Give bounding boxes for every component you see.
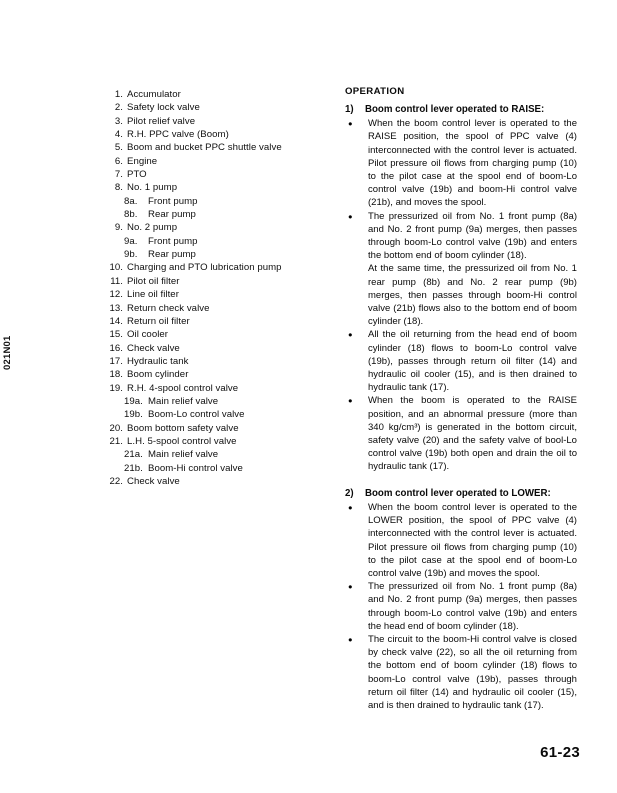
parts-list-item-number: 20.: [109, 422, 123, 434]
operation-section-number: 1): [345, 104, 354, 115]
parts-list-item: [104, 368, 319, 381]
parts-list-item: [104, 382, 319, 395]
parts-list-item-label: R.H. PPC valve (Boom): [127, 129, 229, 141]
parts-list-item-number: 8b.: [124, 209, 138, 221]
parts-list-item-label: Oil cooler: [127, 329, 169, 341]
operation-bullet-body: [368, 117, 577, 209]
operation-bullet: [345, 210, 577, 329]
operation-bullet: [345, 580, 577, 633]
parts-list-item: [104, 208, 319, 221]
bullet-dot-icon: ●: [348, 502, 353, 512]
parts-list-item-number: 8a.: [124, 195, 138, 207]
parts-list-item: [104, 288, 319, 301]
parts-list-item-label: Rear pump: [148, 209, 196, 221]
parts-list-item-number: 18.: [109, 369, 123, 381]
parts-list-item-label: No. 2 pump: [127, 222, 178, 234]
parts-list-item-label: Check valve: [127, 475, 180, 487]
parts-list-item-label: Charging and PTO lubrication pump: [127, 262, 282, 274]
parts-list-item-number: 1.: [114, 89, 123, 100]
bullet-dot-icon: ●: [348, 119, 353, 129]
parts-list-item: [104, 408, 319, 421]
operation-section: [345, 103, 577, 474]
operation-bullet-body: [368, 633, 577, 712]
operation-sections: [345, 103, 577, 712]
parts-list-item-number: 7.: [114, 169, 123, 181]
operation-bullet: [345, 633, 577, 712]
parts-list-item: [104, 328, 319, 341]
parts-list-item-number: 9.: [114, 222, 123, 234]
parts-list-item: [104, 128, 319, 141]
parts-list-item-number: 21a.: [124, 449, 143, 461]
parts-list-item-label: Return oil filter: [127, 315, 190, 327]
parts-list-item-number: 14.: [109, 315, 123, 327]
parts-list-item-label: Boom-Lo control valve: [148, 409, 245, 421]
operation-paragraph: When the boom control lever is operated to the RAISE position, the spool of PPC valve (4) interconnected with the control lever is actuated. Pilot pressure oil flows from charging pump (10) to the pilot case at the spool end of boom-Lo control valve (19b) and boom-Hi control valve (21b), and moves the spool.: [368, 118, 577, 209]
parts-list-item-number: 22.: [109, 475, 123, 487]
parts-list-item-label: Accumulator: [127, 89, 181, 100]
parts-list-item-label: Line oil filter: [127, 289, 179, 301]
operation-paragraph: The pressurized oil from No. 1 front pump (8a) and No. 2 front pump (9a) merges, then passes through boom-Lo control valve (19b) and enters the bottom end of boom cylinder (18).: [368, 210, 577, 262]
operation-bullet: [345, 501, 577, 580]
parts-list-item: [104, 141, 319, 154]
parts-list-item-number: 19a.: [124, 395, 143, 407]
operation-section-number: 2): [345, 487, 354, 499]
parts-list-item-label: Main relief valve: [148, 395, 219, 407]
parts-list-item: [104, 422, 319, 435]
parts-list-item-label: Boom cylinder: [127, 369, 189, 381]
parts-list-item-label: Boom and bucket PPC shuttle valve: [127, 142, 282, 154]
parts-list-item-label: Rear pump: [148, 249, 196, 261]
parts-list-item-number: 2.: [114, 102, 123, 114]
parts-list-item-number: 4.: [114, 129, 123, 141]
parts-list-item-number: 15.: [109, 329, 123, 341]
page-number: 61-23: [540, 744, 580, 761]
operation-bullet: [345, 117, 577, 209]
parts-list-item-label: Pilot relief valve: [127, 115, 196, 127]
bullet-dot-icon: ●: [348, 211, 353, 221]
parts-list-item-label: Front pump: [148, 235, 198, 247]
parts-list-item-label: Check valve: [127, 342, 180, 354]
parts-list-item-number: 12.: [109, 289, 123, 301]
parts-list-item-number: 6.: [114, 155, 123, 167]
parts-legend-list: [104, 88, 319, 488]
parts-list-item: [104, 115, 319, 128]
operation-paragraph: At the same time, the pressurized oil from No. 1 rear pump (8b) and No. 2 rear pump (9b) merges, then passes through boom-Hi control valve (21b) flows also to the bottom end of boom cylinder (18).: [368, 263, 577, 328]
parts-list-item-number: 21b.: [124, 462, 143, 474]
operation-section: [345, 487, 577, 712]
parts-list-item-label: Engine: [127, 155, 158, 167]
operation-section-label: Boom control lever operated to RAISE:: [365, 104, 545, 115]
parts-list-item: [104, 181, 319, 194]
drawing-reference-code: 021N01: [2, 335, 13, 370]
parts-list-item-label: Return check valve: [127, 302, 210, 314]
operation-description-column: [345, 86, 577, 714]
parts-list-item-number: 21.: [109, 435, 123, 447]
bullet-dot-icon: ●: [348, 634, 353, 644]
operation-paragraph: When the boom is operated to the RAISE position, and an abnormal pressure (more than 340 kg/cm³) is generated in the bottom circuit, safety valve (20) and the safety valve of bool-Lo control valve (19b) both open and drain the oil to hydraulic tank (17).: [368, 395, 577, 473]
bullet-dot-icon: ●: [348, 396, 353, 406]
operation-bullet-body: [368, 394, 577, 473]
operation-bullet-body: [368, 580, 577, 633]
operation-paragraph: When the boom control lever is operated to the LOWER position, the spool of PPC valve (4) interconnected with the control lever is actuated. Pilot pressure oil flows from charging pump (10) to the pilot case at the spool end of boom-Lo control valve (19b) and moves the spool.: [368, 501, 577, 579]
parts-list-item: [104, 435, 319, 448]
parts-list-item-number: 9a.: [124, 235, 138, 247]
parts-list-item-number: 11.: [110, 275, 123, 287]
operation-section-title: [345, 487, 577, 500]
parts-list-item: [104, 462, 319, 475]
section-spacer: [345, 476, 577, 487]
bullet-dot-icon: ●: [348, 582, 353, 592]
parts-list-item: [104, 221, 319, 234]
parts-list-item: [104, 315, 319, 328]
operation-bullet-body: [368, 501, 577, 580]
parts-list-item: [104, 448, 319, 461]
parts-list-item: [104, 248, 319, 261]
parts-list-item-number: 19b.: [124, 409, 143, 421]
parts-list-item-number: 5.: [114, 142, 123, 154]
parts-list-item-label: Boom-Hi control valve: [148, 462, 243, 474]
parts-list-item-label: L.H. 5-spool control valve: [127, 435, 237, 447]
parts-list-item-label: PTO: [127, 169, 147, 181]
parts-list-item-label: Hydraulic tank: [127, 355, 189, 367]
parts-list-item-number: 10.: [109, 262, 123, 274]
bullet-dot-icon: ●: [348, 330, 353, 340]
parts-list-item-number: 19.: [109, 382, 123, 394]
parts-list-item: [104, 101, 319, 114]
parts-list-item-number: 17.: [109, 355, 123, 367]
parts-list-item-number: 8.: [114, 182, 123, 194]
parts-list-item: [104, 88, 319, 101]
parts-list-item: [104, 275, 319, 288]
parts-list-item-number: 13.: [109, 302, 123, 314]
parts-list-item: [104, 235, 319, 248]
operation-paragraph: The pressurized oil from No. 1 front pump (8a) and No. 2 front pump (9a) merges, then passes through boom-Lo control valve (19b) and enters the head end of boom cylinder (18).: [368, 581, 577, 632]
operation-bullet-body: [368, 328, 577, 394]
parts-list-item: [104, 395, 319, 408]
parts-list-item-label: Main relief valve: [148, 449, 219, 461]
operation-bullet: [345, 328, 577, 394]
parts-list-item: [104, 155, 319, 168]
parts-list-item-label: Pilot oil filter: [127, 275, 180, 287]
operation-paragraph: All the oil returning from the head end of boom cylinder (18) flows to boom-Lo control valve (19b), passes through return oil filter (14) and hydraulic oil cooler (15), and is then drained to hydraulic tank (17).: [368, 329, 577, 394]
parts-list-item-number: 9b.: [124, 249, 138, 261]
operation-paragraph: The circuit to the boom-Hi control valve is closed by check valve (22), so all the oil returning from the bottom end of boom cylinder (18) flows to boom-Lo control valve (19b), passes through return oil filter (14) and hydraulic oil cooler (15), and is then drained to hydraulic tank (17).: [368, 633, 577, 711]
parts-list-item: [104, 168, 319, 181]
parts-list-item-number: 3.: [114, 115, 123, 127]
parts-list-item: [104, 475, 319, 488]
parts-list-item-label: Front pump: [148, 195, 198, 207]
operation-section-title: [345, 103, 577, 116]
parts-list-item: [104, 261, 319, 274]
parts-list-item: [104, 195, 319, 208]
operation-section-label: Boom control lever operated to LOWER:: [365, 487, 551, 499]
parts-list-item-label: No. 1 pump: [127, 182, 178, 194]
parts-list-item: [104, 355, 319, 368]
parts-list-item-label: Boom bottom safety valve: [127, 422, 239, 434]
parts-list-item: [104, 302, 319, 315]
operation-bullet-body: [368, 210, 577, 329]
operation-bullet: [345, 394, 577, 473]
parts-list-item-label: Safety lock valve: [127, 102, 200, 114]
parts-list-item-label: R.H. 4-spool control valve: [127, 382, 239, 394]
parts-list-item: [104, 342, 319, 355]
parts-list-item-number: 16.: [109, 342, 123, 354]
operation-heading: OPERATION: [345, 86, 405, 97]
